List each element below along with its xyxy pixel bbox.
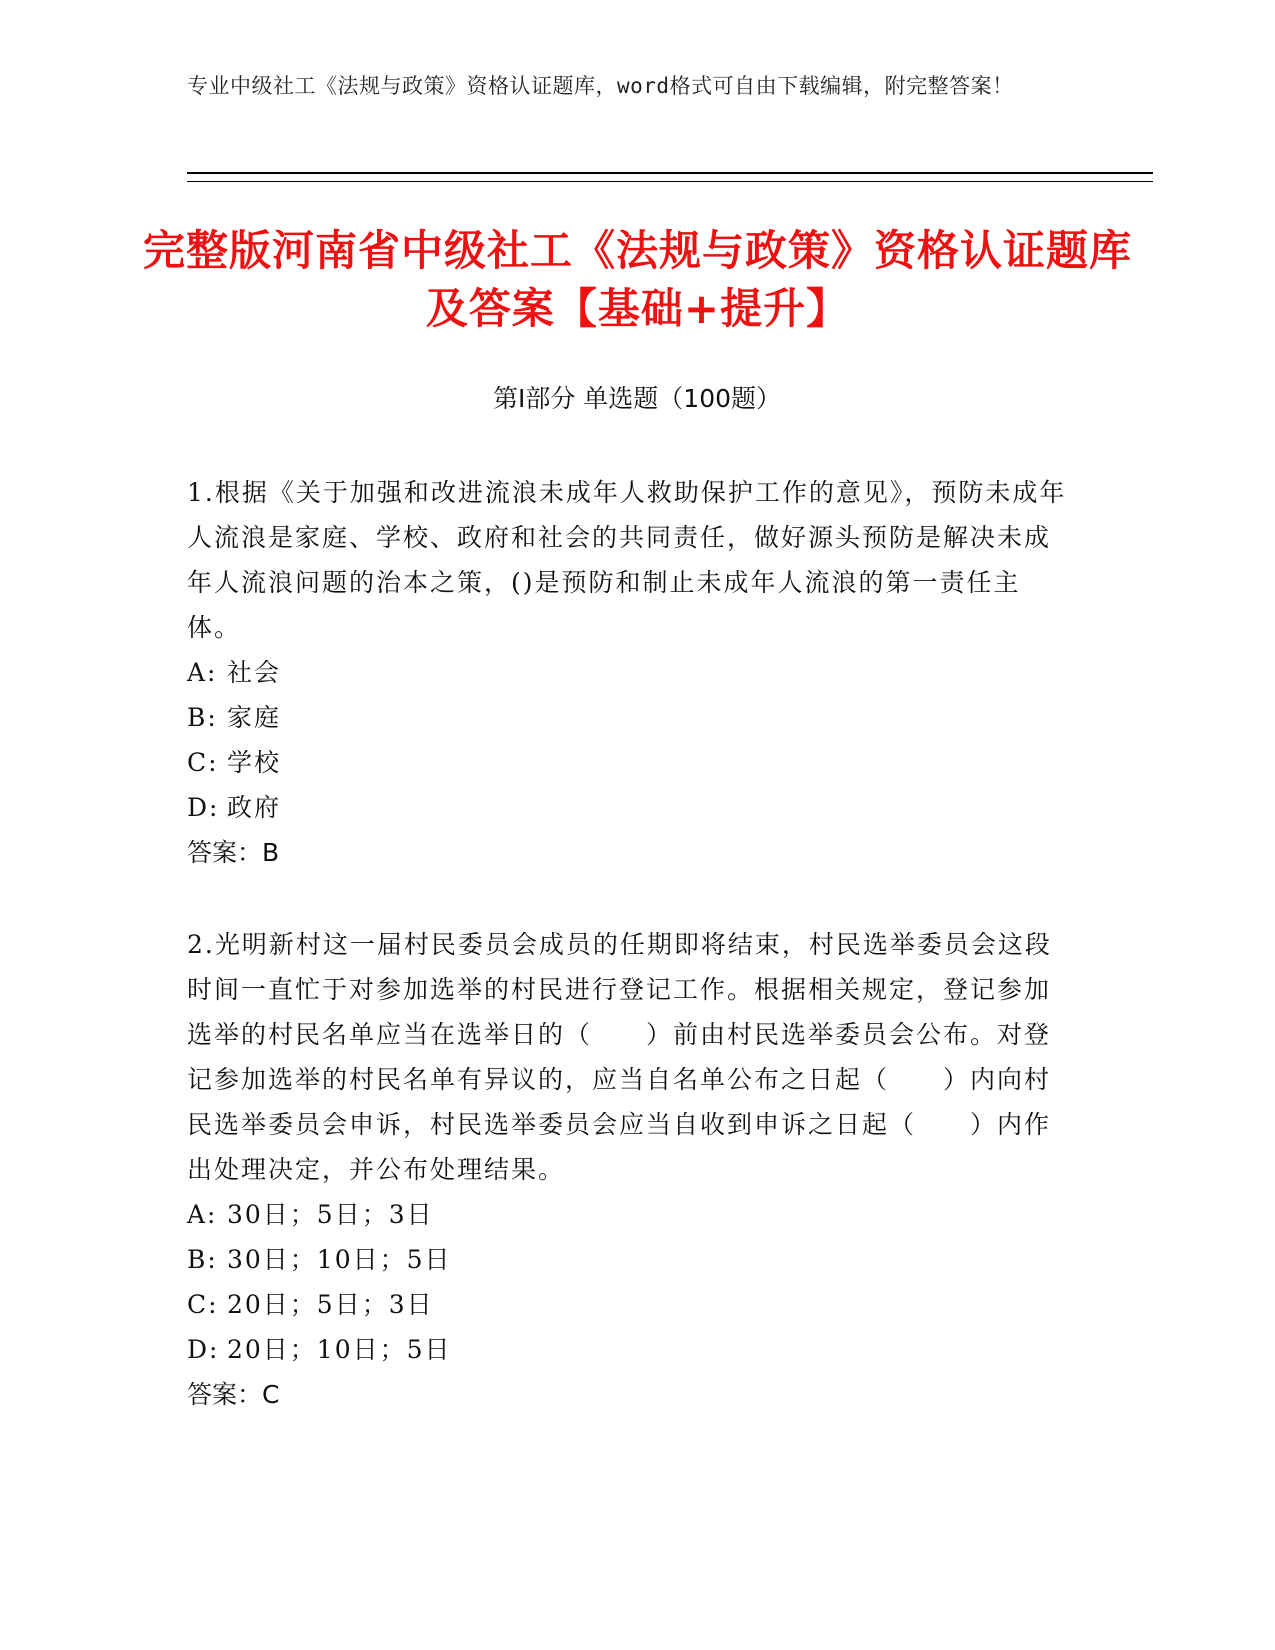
option-d bbox=[187, 1327, 1067, 1372]
option-text: 学校 bbox=[227, 748, 282, 777]
option-text: 家庭 bbox=[227, 703, 282, 732]
option-d bbox=[187, 785, 1067, 830]
option-key: C: bbox=[187, 748, 219, 777]
option-text: 20日；5日；3日 bbox=[227, 1290, 434, 1319]
option-a bbox=[187, 650, 1067, 695]
question-2 bbox=[187, 922, 1067, 1417]
option-text: 30日；10日；5日 bbox=[227, 1245, 452, 1274]
question-stem: 2.光明新村这一届村民委员会成员的任期即将结束，村民选举委员会这段时间一直忙于对参加选举的村民进行登记工作。根据相关规定，登记参加选举的村民名单应当在选举日的（ ）前由村民选举委员会公布。对登记参加选举的村民名单有异议的，应当自名单公布之日起（ ）内向村民选举委员会申诉，村民选举委员会应当自收到申诉之日起（ ）内作出处理决定，并公布处理结果。 bbox=[187, 930, 1052, 1184]
option-text: 30日；5日；3日 bbox=[227, 1200, 434, 1229]
option-c bbox=[187, 740, 1067, 785]
option-c bbox=[187, 1282, 1067, 1327]
option-text: 20日；10日；5日 bbox=[227, 1335, 452, 1364]
header-divider-thin bbox=[187, 181, 1153, 182]
option-b bbox=[187, 695, 1067, 740]
document-title: 完整版河南省中级社工《法规与政策》资格认证题库及答案【基础+提升】 bbox=[142, 226, 1132, 333]
option-key: D: bbox=[187, 1335, 220, 1364]
header-divider-thick bbox=[187, 172, 1153, 174]
answer: 答案：C bbox=[187, 1380, 280, 1409]
option-b bbox=[187, 1237, 1067, 1282]
option-key: B: bbox=[187, 703, 218, 732]
question-1 bbox=[187, 470, 1067, 875]
option-key: C: bbox=[187, 1290, 219, 1319]
option-key: A: bbox=[187, 658, 218, 687]
option-text: 社会 bbox=[227, 658, 282, 687]
option-key: D: bbox=[187, 793, 220, 822]
section-title: 第I部分 单选题（100题） bbox=[492, 384, 782, 413]
option-text: 政府 bbox=[227, 793, 282, 822]
option-a bbox=[187, 1192, 1067, 1237]
question-stem: 1.根据《关于加强和改进流浪未成年人救助保护工作的意见》，预防未成年人流浪是家庭、学校、政府和社会的共同责任，做好源头预防是解决未成年人流浪问题的治本之策，()是预防和制止未成年人流浪的第一责任主体。 bbox=[187, 478, 1067, 642]
option-key: B: bbox=[187, 1245, 218, 1274]
header-note: 专业中级社工《法规与政策》资格认证题库，word格式可自由下载编辑，附完整答案！ bbox=[187, 74, 1014, 98]
answer: 答案：B bbox=[187, 838, 280, 867]
option-key: A: bbox=[187, 1200, 218, 1229]
